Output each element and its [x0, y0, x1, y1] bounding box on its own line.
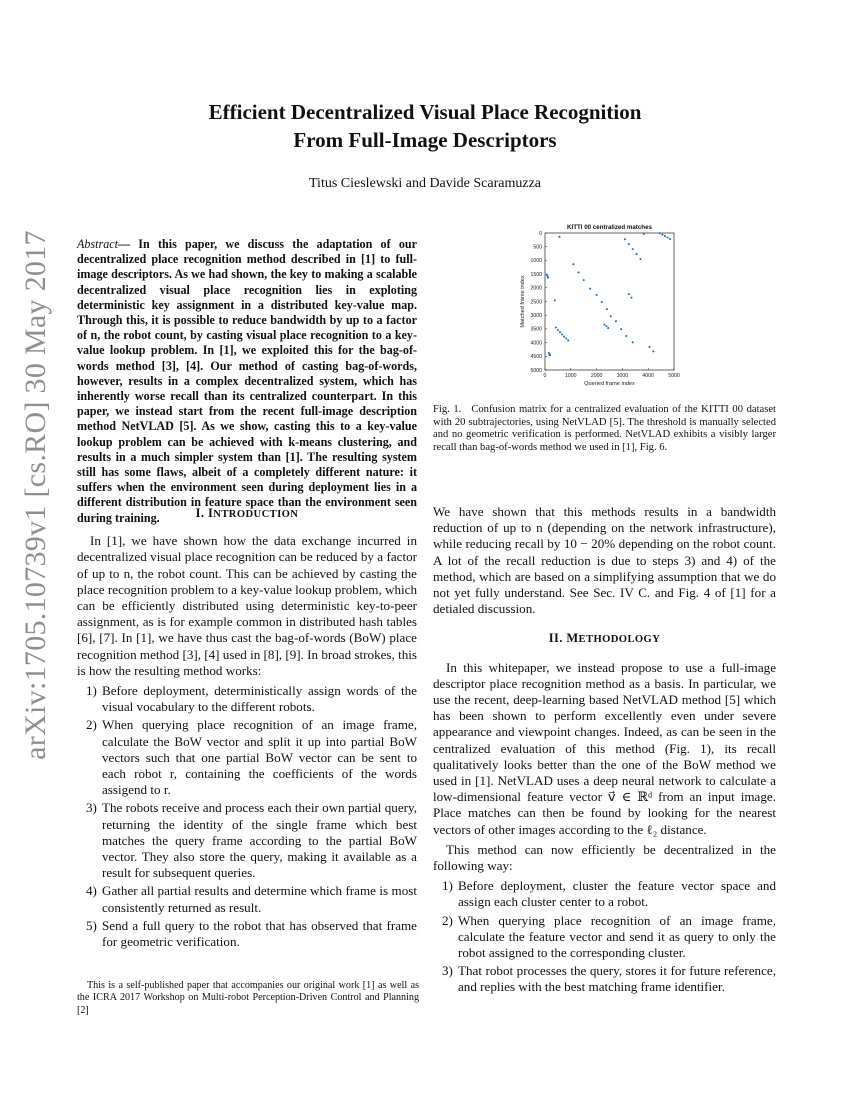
match-point: [620, 328, 622, 330]
match-point: [628, 293, 630, 295]
y-tick-label: 500: [533, 244, 542, 251]
match-point: [639, 258, 641, 260]
section-number: I.: [195, 506, 205, 520]
match-point: [648, 346, 650, 348]
y-tick-label: 5000: [530, 367, 542, 374]
y-axis-label: Matched frame index: [520, 275, 526, 328]
y-tick-label: 0: [539, 230, 542, 237]
match-point: [628, 243, 630, 245]
x-tick-label: 0: [543, 373, 547, 379]
list-text: That robot processes the query, stores it for future reference, and replies with the best matching frame identifier.: [458, 963, 776, 995]
y-tick-label: 3000: [530, 313, 542, 319]
list-text: Gather all partial results and determine which frame is most consistently returned as result.: [102, 883, 417, 915]
title-line-1: Efficient Decentralized Visual Place Recognition: [208, 100, 642, 124]
match-point: [547, 277, 549, 279]
section-number: II.: [548, 631, 563, 646]
x-tick-label: 1000: [565, 373, 577, 379]
list-number: 3): [86, 800, 97, 816]
match-point: [603, 323, 605, 325]
match-point: [572, 263, 574, 265]
match-point: [567, 339, 569, 341]
match-point: [632, 341, 634, 343]
footnote: [77, 980, 419, 1017]
abstract: [77, 237, 417, 526]
section-heading-intro: [77, 505, 417, 523]
abstract-text: — In this paper, we discuss the adaptation of our decentralized place recognition method described in [1] to full-image descriptors. As we had shown, the key to making a scalable decentralized visual place recognition lies in exploting deterministic key assignment in a distributed key-value map. Through this, it is possible to reduce bandwidth by up to a factor of n, the robot count, by casting visual place recognition to a key-value lookup problem. In [1], we exploited this for the bag-of-words method [3], [4]. Our method of casting bag-of-words, however, results in a complex decentralized system, which has inherently worse recall than its centralized counterpart. In this paper, we instead start from the recent full-image description method NetVLAD [5]. As we show, casting this to a key-value lookup problem can be achieved with k-means clustering, and results in a much simpler system than [1]. The resulting system still has some flaws, albeit of a completely different nature: it suffers when the environment seen during deployment lies in a different distribution in feature space than the environment seen during training.: [77, 237, 417, 525]
intro-step-list: [77, 683, 417, 950]
list-number: 3): [442, 963, 453, 979]
y-tick-label: 1000: [530, 258, 542, 265]
match-point: [601, 301, 603, 303]
y-tick-label: 2500: [530, 299, 542, 306]
list-text: When querying place recognition of an image frame, calculate the BoW vector and split it up into partial BoW vectors such that one partial BoW vector can be sent to each robot r, containing the coefficients of the words assigend to r.: [102, 717, 417, 798]
section-title-rest: NTRODUCTION: [213, 509, 299, 520]
section-title-initial: I: [208, 506, 214, 520]
figure-caption-text: Confusion matrix for a centralized evaluation of the KITTI 00 dataset with 20 subtrajectories, using NetVLAD [5]. The threshold is manually selected and no geometric verification is performed. NetVLAD exhibits a visibly larger recall than bag-of-words method we used in [1], Fig. 6.: [433, 404, 777, 453]
match-point: [558, 236, 560, 238]
arxiv-watermark: [8, 230, 64, 760]
section-title: [208, 506, 298, 520]
x-tick-label: 2000: [590, 373, 603, 379]
match-point: [583, 279, 585, 281]
match-point: [549, 354, 551, 356]
intro-section: [77, 505, 417, 952]
methodology-paragraph-1: In this whitepaper, we instead propose to use a full-image descriptor place recognition method as a basis. In particular, we use the recent, deep-learning based NetVLAD method [5] which has been shown to perform excellently even under severe appearance and viewpoint changes. Indeed, as can be seen in the centralized evaluation of this method (Fig. 1), its recall qualitatively looks better than the one of the BoW method we used in [1]. NetVLAD uses a deep neural network to calculate a low-dimensional feature vector v⃗ ∈ ℝᵈ from an input image. Place matches can then be found by looking for the nearest vectors of other images according to the ℓ₂ distance.: [433, 659, 776, 837]
y-tick-label: 3500: [530, 326, 542, 333]
section-heading-methodology: [433, 630, 776, 648]
intro-step-4: [77, 883, 417, 915]
match-point: [577, 271, 579, 273]
match-point: [661, 234, 663, 236]
section-title-rest: ETHODOLOGY: [578, 634, 661, 646]
footnote-text: This is a self-published paper that accompanies our original work [1] as well as the ICRA 2017 Workshop on Multi-robot Perception-Driven Control and Planning [2]: [77, 980, 419, 1016]
list-number: 4): [86, 883, 97, 899]
x-tick-label: 5000: [668, 373, 680, 379]
methodology-paragraph-2: This method can now efficiently be decentralized in the following way:: [433, 841, 776, 874]
match-point: [630, 297, 632, 299]
match-point: [589, 288, 591, 290]
intro-step-1: [77, 683, 417, 715]
match-point: [659, 232, 661, 234]
confusion-matrix-chart: [509, 221, 688, 397]
x-axis-label: Queried frame index: [584, 381, 635, 387]
match-point: [610, 315, 612, 317]
intro-step-5: [77, 918, 417, 950]
figure-1: [509, 221, 688, 397]
match-point: [554, 299, 556, 301]
section-title-initial: M: [566, 631, 579, 646]
match-point: [667, 236, 669, 238]
abstract-lead: Abstract: [77, 237, 118, 251]
match-point: [557, 329, 559, 331]
match-point: [625, 335, 627, 337]
paper-title: [100, 98, 750, 154]
match-point: [652, 350, 654, 352]
list-text: Send a full query to the robot that has observed that frame for geometric verification.: [102, 917, 417, 950]
list-text: The robots receive and process each their own partial query, returning the identity of the single frame which best matches the query frame according to the partial BoW vector. They also store the query, making it available as a result for subsequent queries.: [102, 800, 417, 881]
match-point: [636, 253, 638, 255]
y-tick-label: 1500: [530, 271, 542, 278]
authors: Titus Cieslewski and Davide Scaramuzza: [309, 176, 541, 191]
y-tick-label: 4500: [530, 354, 542, 361]
methodology-step-list: [433, 878, 776, 995]
list-number: 2): [442, 912, 453, 928]
continuation-paragraph: We have shown that this methods results in a bandwidth reduction of up to n (depending on the network infrastructure), while reducing recall by 10 − 20% depending on the robot count. A lot of the recall reduction is due to steps 3) and 4) of the method, which are based on a simplifying assumption that we do not yet fully understand. See Sec. IV C. and Fig. 4 of [1] for a detialed discussion.: [433, 504, 776, 617]
match-point: [555, 326, 557, 328]
arxiv-id: arXiv:1705.10739v1 [cs.RO] 30 May 2017: [19, 230, 52, 760]
title-line-2: From Full-Image Descriptors: [293, 128, 557, 152]
list-text: When querying place recognition of an image frame, calculate the feature vector and send it as query to only the robot assigned to the corresponding cluster.: [458, 912, 776, 961]
intro-step-2: [77, 717, 417, 798]
x-tick-label: 3000: [616, 373, 629, 379]
y-tick-label: 4000: [530, 340, 542, 347]
list-number: 1): [442, 878, 453, 894]
match-point: [565, 337, 567, 339]
match-point: [559, 331, 561, 333]
chart-title: KITTI 00 centralized matches: [567, 224, 652, 231]
y-tick-label: 2000: [530, 285, 542, 292]
match-point: [596, 294, 598, 296]
match-point: [605, 325, 607, 327]
method-step-1: [433, 878, 776, 910]
figure-caption: [433, 404, 776, 454]
intro-paragraph: In [1], we have shown how the data exchange incurred in decentralized visual place recognition can be reduced by a factor of up to n, the robot count. This can be achieved by casting the place recognition problem to a key-value lookup problem, which can be efficiently distributed using deterministic key-to-peer assignment, as is for example common in distributed hash tables [6], [7]. In [1], we have thus cast the bag-of-words (BoW) place recognition method [3], [4] used in [8], [9]. In broad strokes, this is how the resulting method works:: [77, 533, 417, 678]
right-column-text: [433, 504, 776, 998]
list-number: 5): [86, 917, 97, 933]
match-point: [664, 235, 666, 237]
section-title: [566, 631, 660, 645]
x-tick-label: 4000: [642, 373, 654, 379]
match-point: [624, 238, 626, 240]
match-point: [615, 320, 617, 322]
figure-label: Fig. 1.: [433, 404, 462, 415]
match-point: [606, 308, 608, 310]
match-point: [643, 233, 645, 235]
method-step-3: [433, 963, 776, 995]
match-point: [632, 248, 634, 250]
list-number: 1): [86, 683, 97, 699]
match-point: [563, 336, 565, 338]
intro-step-3: [77, 800, 417, 881]
match-point: [669, 238, 671, 240]
list-text: Before deployment, deterministically assign words of the visual vocabulary to the different robots.: [102, 683, 417, 715]
list-number: 2): [86, 717, 97, 733]
match-point: [607, 327, 609, 329]
plot-area: [545, 233, 674, 370]
list-text: Before deployment, cluster the feature vector space and assign each cluster center to a robot.: [458, 878, 776, 910]
match-point: [561, 333, 563, 335]
method-step-2: [433, 913, 776, 962]
